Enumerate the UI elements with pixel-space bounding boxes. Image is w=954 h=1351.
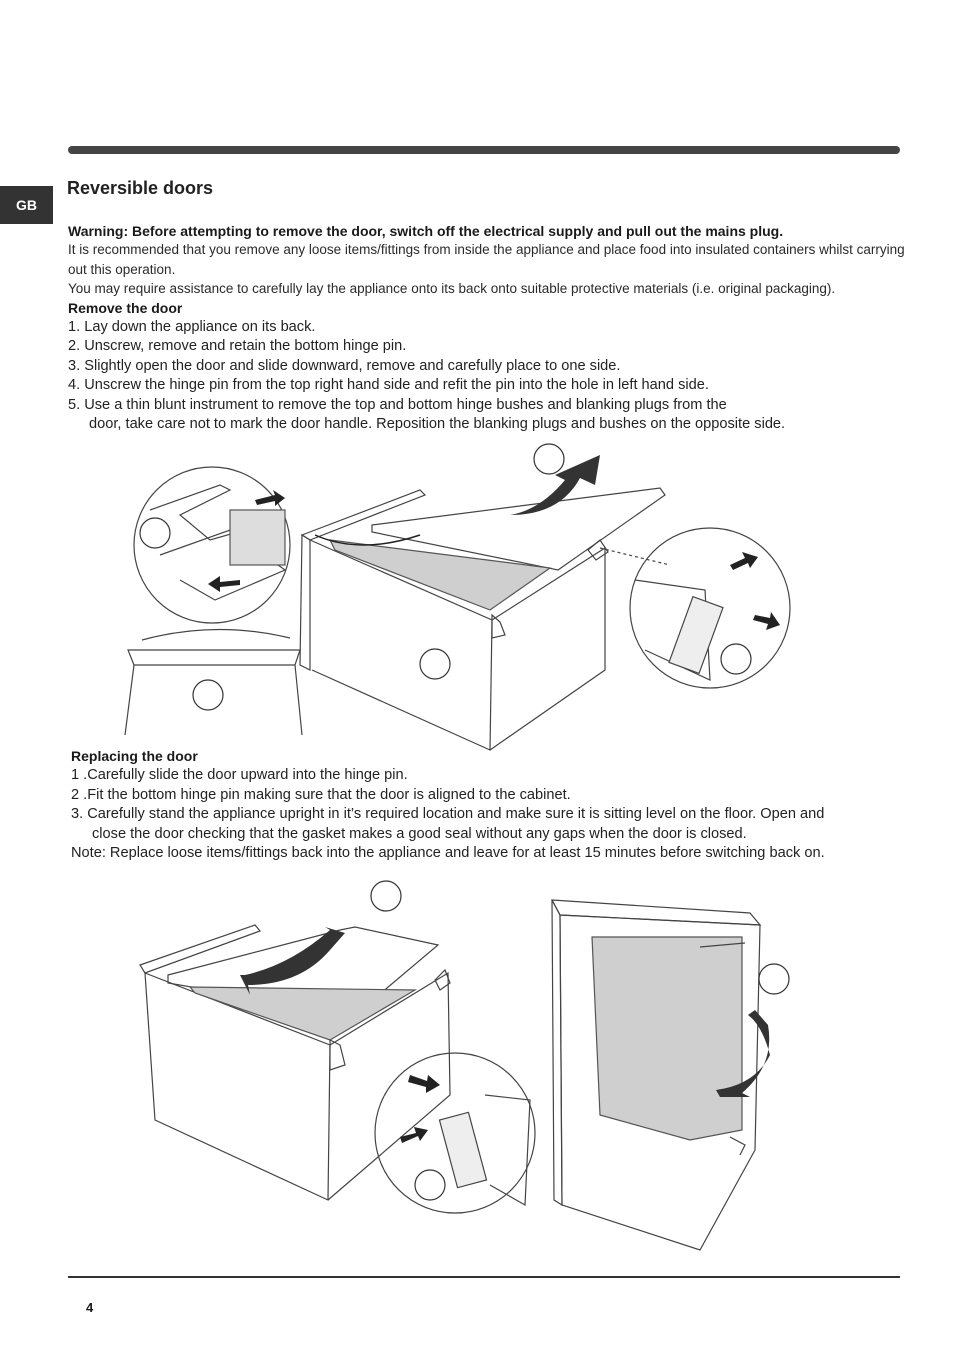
replace-step: 3. Carefully stand the appliance upright in it’s required location and make sure it is sitting level on the floor. Open and bbox=[71, 806, 825, 822]
step-marker-circle bbox=[534, 444, 564, 474]
replace-step-continued: close the door checking that the gasket makes a good seal without any gaps when the door is closed. bbox=[92, 825, 747, 842]
step-marker-circle bbox=[193, 680, 223, 710]
remove-heading: Remove the door bbox=[68, 299, 183, 316]
step-marker-circle bbox=[721, 644, 751, 674]
replace-step: 2 .Fit the bottom hinge pin making sure that the door is aligned to the cabinet. bbox=[71, 786, 571, 803]
replacing-instructions bbox=[71, 747, 901, 864]
arrow-icon bbox=[208, 576, 240, 592]
arrow-icon bbox=[753, 612, 780, 630]
language-tab: GB bbox=[0, 186, 53, 224]
step-marker-circle bbox=[759, 964, 789, 994]
slide-arrow-icon bbox=[240, 927, 345, 995]
replacement-illustration bbox=[130, 875, 810, 1260]
bottom-rule bbox=[68, 1276, 900, 1278]
remove-step: 3. Slightly open the door and slide downward, remove and carefully place to one side. bbox=[68, 357, 621, 374]
warning-text: Warning: Before attempting to remove the door, switch off the electrical supply and pull out the mains plug. bbox=[68, 223, 784, 239]
replace-note: Note: Replace loose items/fittings back into the appliance and leave for at least 15 minutes before switching back on. bbox=[71, 845, 825, 861]
page-number: 4 bbox=[86, 1300, 94, 1315]
step-marker-circle bbox=[415, 1170, 445, 1200]
removal-illustration bbox=[120, 440, 810, 760]
replace-step: 1 .Carefully slide the door upward into the hinge pin. bbox=[71, 767, 408, 783]
step-marker-circle bbox=[420, 649, 450, 679]
replace-heading: Replacing the door bbox=[71, 748, 198, 764]
note-assistance: You may require assistance to carefully lay the appliance onto its back onto suitable protective materials (i.e. original packaging). bbox=[68, 281, 836, 296]
remove-step: 4. Unscrew the hinge pin from the top right hand side and refit the pin into the hole in left hand side. bbox=[68, 377, 709, 393]
step-marker-circle bbox=[140, 518, 170, 548]
remove-step: 2. Unscrew, remove and retain the bottom hinge pin. bbox=[68, 338, 407, 354]
arrow-icon bbox=[408, 1075, 440, 1093]
page-title: Reversible doors bbox=[67, 178, 214, 198]
top-rule bbox=[68, 146, 900, 154]
note-loose-items: It is recommended that you remove any loose items/fittings from inside the appliance and place food into insulated containers whilst carrying out this operation. bbox=[68, 242, 905, 277]
remove-step: 1. Lay down the appliance on its back. bbox=[68, 318, 316, 335]
remove-step-continued: door, take care not to mark the door handle. Reposition the blanking plugs and bushes on the opposite side. bbox=[89, 416, 786, 432]
remove-step: 5. Use a thin blunt instrument to remove the top and bottom hinge bushes and blanking plugs from the bbox=[68, 396, 727, 413]
step-marker-circle bbox=[371, 881, 401, 911]
removal-instructions bbox=[68, 222, 908, 435]
arrow-icon bbox=[730, 552, 758, 570]
